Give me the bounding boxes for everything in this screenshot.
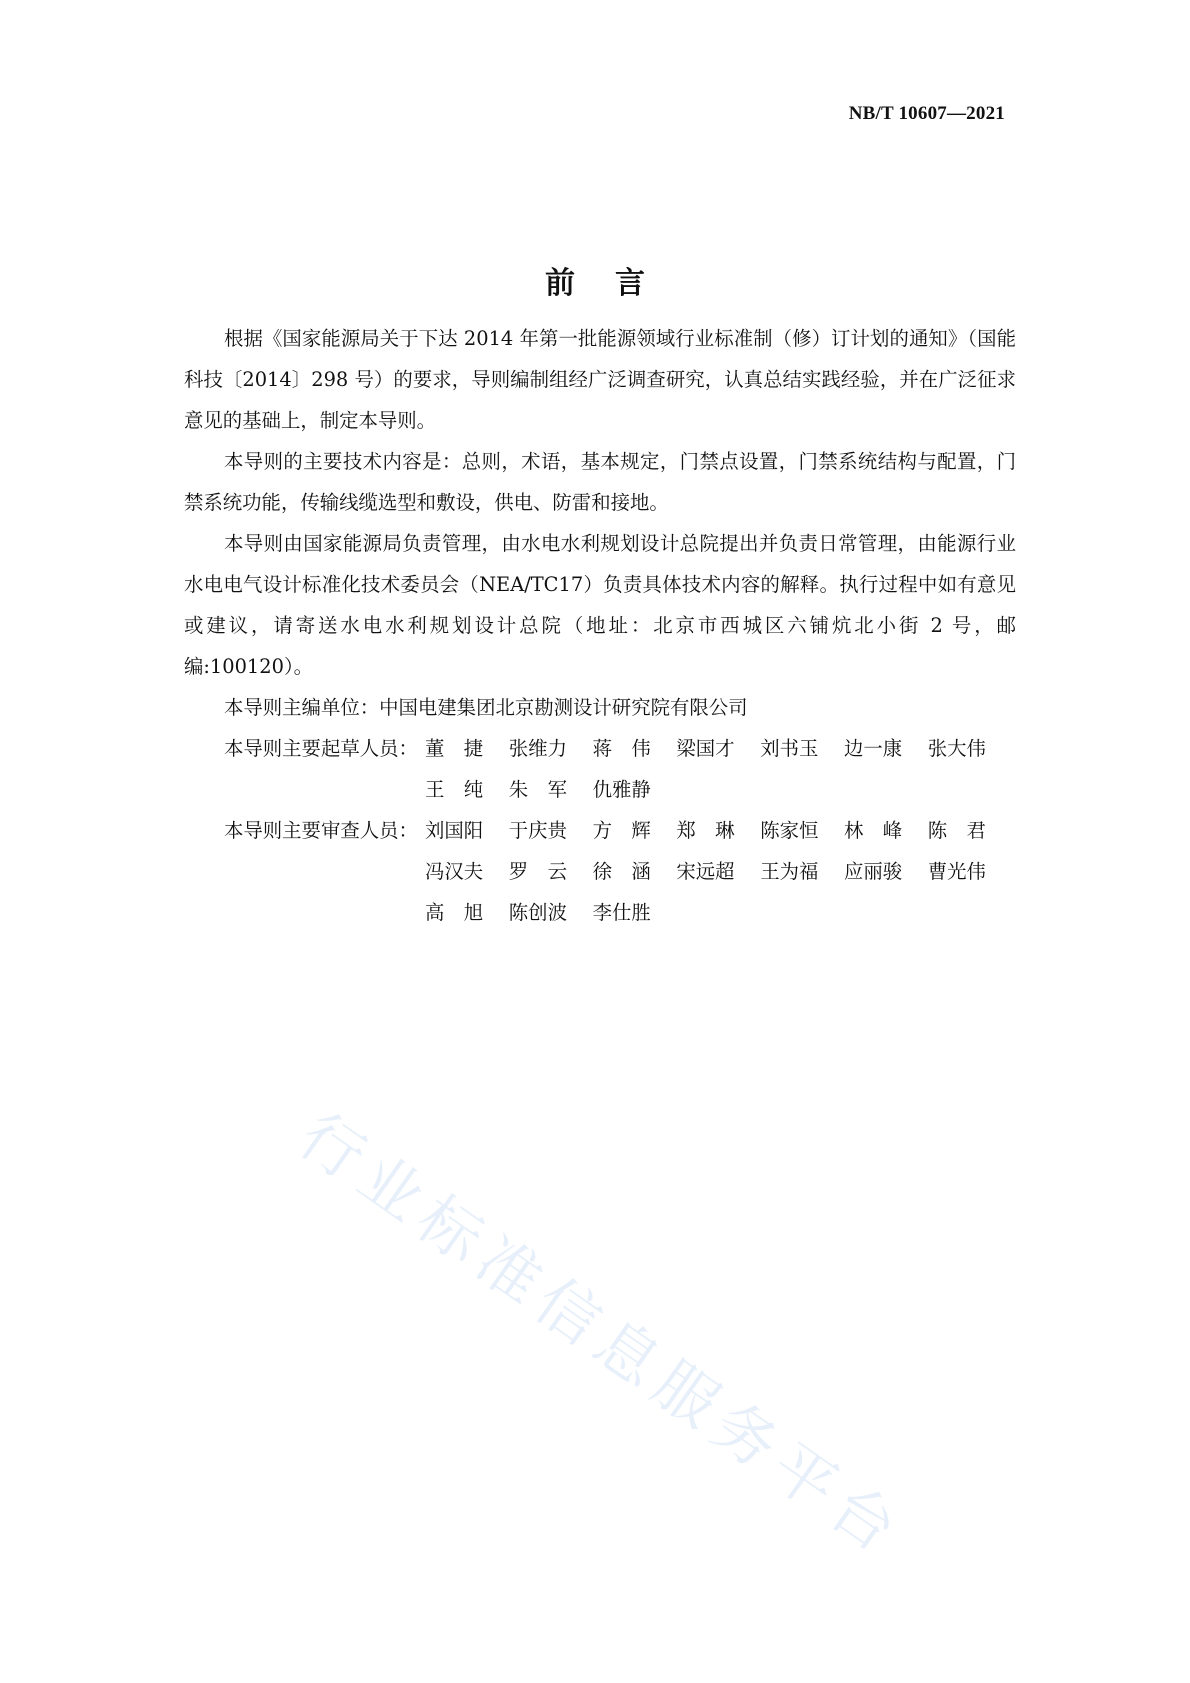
drafter-name: 朱 军 bbox=[508, 778, 567, 801]
paragraph-content: 本导则的主要技术内容是：总则，术语，基本规定，门禁点设置，门禁系统结构与配置，门禁系统功能，传输线缆选型和敷设，供电、防雷和接地。 bbox=[184, 450, 1016, 514]
reviewer-name: 于庆贵 bbox=[508, 819, 567, 842]
drafters-names bbox=[425, 728, 986, 810]
reviewer-name: 曹光伟 bbox=[927, 860, 986, 883]
preface-body bbox=[184, 318, 1016, 933]
drafter-name: 张维力 bbox=[508, 737, 567, 760]
reviewer-name: 冯汉夫 bbox=[425, 860, 484, 883]
drafter-name: 梁国才 bbox=[676, 737, 735, 760]
reviewer-name: 郑 琳 bbox=[676, 819, 735, 842]
reviewer-name: 陈 君 bbox=[927, 819, 986, 842]
drafter-name: 仇雅静 bbox=[592, 778, 651, 801]
drafter-name: 王 纯 bbox=[425, 778, 484, 801]
page-title: 前言 bbox=[545, 266, 685, 301]
reviewer-name: 刘国阳 bbox=[425, 819, 484, 842]
drafter-name: 边一康 bbox=[843, 737, 903, 760]
watermark: 行业标准信息服务平台 bbox=[286, 1098, 918, 1572]
reviewer-name: 应丽骏 bbox=[843, 860, 903, 883]
paragraph-management: 本导则由国家能源局负责管理，由水电水利规划设计总院提出并负责日常管理，由能源行业水电电气设计标准化技术委员会（NEA/TC17）负责具体技术内容的解释。执行过程中如有意见或建议，请寄送水电水利规划设计总院（地址：北京市西城区六铺炕北小街 2 号，邮编:100120）。 bbox=[184, 532, 1016, 678]
reviewers-list bbox=[184, 810, 1016, 933]
reviewer-name: 林 峰 bbox=[843, 819, 903, 842]
reviewer-name: 李仕胜 bbox=[592, 901, 651, 924]
reviewer-name: 高 旭 bbox=[425, 901, 484, 924]
paragraph-editor-unit: 本导则主编单位：中国电建集团北京勘测设计研究院有限公司 bbox=[224, 696, 748, 719]
reviewer-name: 徐 涵 bbox=[592, 860, 651, 883]
drafters-list bbox=[184, 728, 1016, 810]
reviewer-name: 罗 云 bbox=[508, 860, 567, 883]
reviewer-name: 陈创波 bbox=[508, 901, 567, 924]
drafter-name: 蒋 伟 bbox=[592, 737, 651, 760]
reviewer-name: 陈家恒 bbox=[760, 819, 819, 842]
paragraph-basis: 根据《国家能源局关于下达 2014 年第一批能源领域行业标准制（修）订计划的通知》（国能科技〔2014〕298 号）的要求，导则编制组经广泛调查研究，认真总结实践经验，并在广泛征求意见的基础上，制定本导则。 bbox=[184, 327, 1016, 432]
drafter-name: 刘书玉 bbox=[760, 737, 819, 760]
reviewers-label: 本导则主要审查人员： bbox=[224, 819, 418, 842]
reviewer-name: 王为福 bbox=[760, 860, 819, 883]
reviewer-name: 宋远超 bbox=[676, 860, 735, 883]
drafter-name: 张大伟 bbox=[927, 737, 986, 760]
drafters-label: 本导则主要起草人员： bbox=[224, 737, 418, 760]
reviewers-names bbox=[425, 810, 986, 933]
reviewer-name: 方 辉 bbox=[592, 819, 651, 842]
document-code: NB/T 10607—2021 bbox=[848, 103, 1005, 124]
drafter-name: 董 捷 bbox=[425, 737, 484, 760]
